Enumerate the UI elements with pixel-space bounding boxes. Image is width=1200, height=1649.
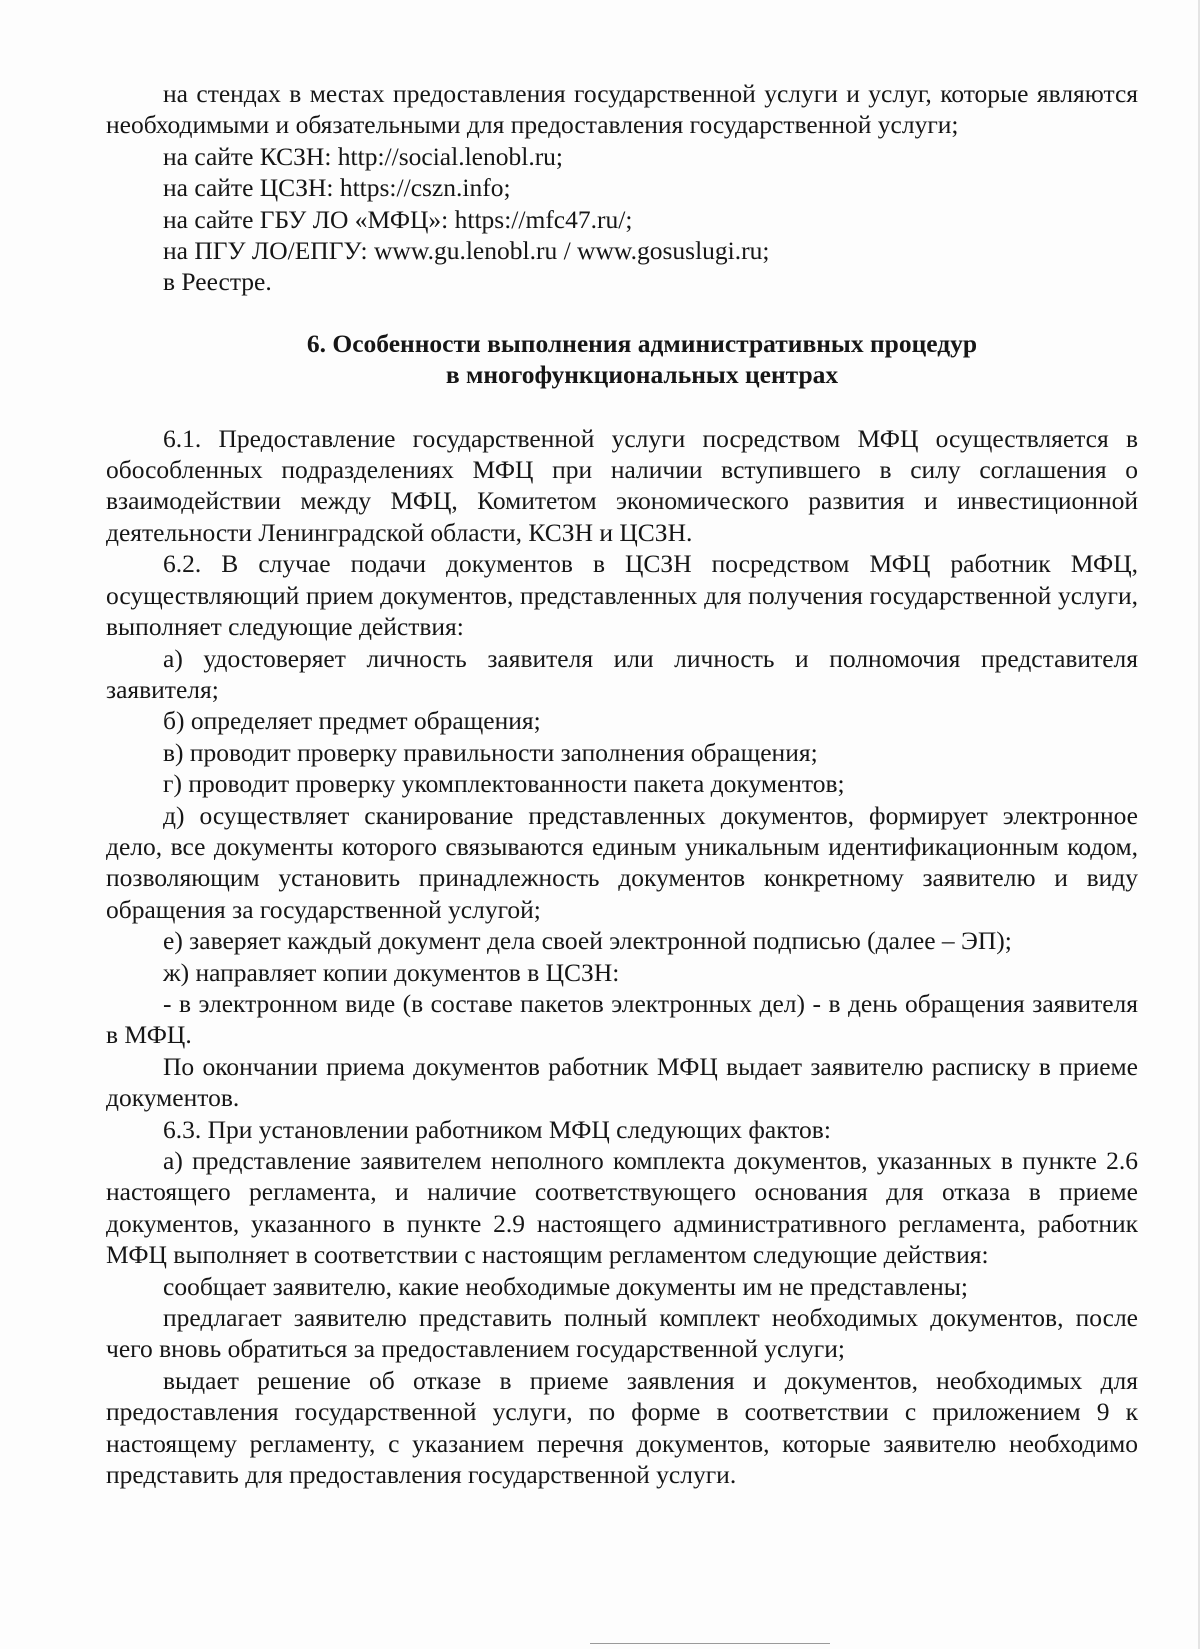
section-heading-line-1: 6. Особенности выполнения административных процедур [306,328,978,358]
site-cszn: на сайте ЦСЗН: https://cszn.info; [163,173,511,203]
site-registry: в Реестре. [163,267,272,297]
action-offer: предлагает заявителю представить полный комплект необходимых документов, после чего вновь обратиться за предоставлением государственной услуги; [106,1303,1138,1364]
list-item-zh: ж) направляет копии документов в ЦСЗН: [163,957,620,987]
list-item-b: б) определяет предмет обращения; [163,706,541,736]
list-item-e: е) заверяет каждый документ дела своей электронной подписью (далее – ЭП); [163,926,1012,956]
site-mfc: на сайте ГБУ ЛО «МФЦ»: https://mfc47.ru/; [163,204,633,234]
list-item-6-3-a: а) представление заявителем неполного комплекта документов, указанных в пункте 2.6 настоящего регламента, и наличие соответствующего основания для отказа в приеме документов, указанного в пункте 2.9 настоящего административного регламента, работник МФЦ выполняет в соответствии с настоящим регламентом следующие действия: [106,1146,1138,1270]
bottom-divider [590,1643,830,1644]
paragraph-receipt: По окончании приема документов работник МФЦ выдает заявителю расписку в приеме документов. [106,1051,1138,1113]
intro-paragraph: на стендах в местах предоставления государственной услуги и услуг, которые являются необходимыми и обязательными для предоставления государственной услуги; [106,79,1138,140]
spacer [106,298,1138,328]
paragraph-6-3: 6.3. При установлении работником МФЦ следующих фактов: [163,1114,831,1144]
list-item-electronic: - в электронном виде (в составе пакетов электронных дел) - в день обращения заявителя в МФЦ. [106,988,1138,1050]
action-refusal: выдает решение об отказе в приеме заявления и документов, необходимых для предоставления государственной услуги, по форме в соответствии с приложением 9 к настоящему регламенту, с указанием перечня документов, которые заявителю необходимо представить для предоставления государственной услуги. [106,1365,1138,1490]
list-item-a: а) удостоверяет личность заявителя или личность и полномочия представителя заявителя; [106,643,1138,704]
list-item-d: д) осуществляет сканирование представленных документов, формирует электронное дело, все документы которого связываются единым уникальным идентификационным кодом, позволяющим установить принадлежность документов конкретному заявителю и виду обращения за государственной услугой; [106,800,1138,924]
action-inform: сообщает заявителю, какие необходимые документы им не представлены; [163,1271,968,1301]
section-heading-line-2: в многофункциональных центрах [445,360,839,390]
paragraph-6-1: 6.1. Предоставление государственной услуги посредством МФЦ осуществляется в обособленных подразделениях МФЦ при наличии вступившего в силу соглашения о взаимодействии между МФЦ, Комитетом экономического развития и инвестиционной деятельности Ленинградской области, КСЗН и ЦСЗН. [106,423,1138,547]
site-pgu: на ПГУ ЛО/ЕПГУ: www.gu.lenobl.ru / www.gosuslugi.ru; [163,236,770,266]
list-item-v: в) проводит проверку правильности заполнения обращения; [163,737,818,767]
site-ksnz: на сайте КСЗН: http://social.lenobl.ru; [163,141,564,171]
document-body [106,78,1138,1490]
paragraph-6-2: 6.2. В случае подачи документов в ЦСЗН посредством МФЦ работник МФЦ, осуществляющий прием документов, представленных для получения государственной услуги, выполняет следующие действия: [106,549,1138,642]
spacer [106,391,1138,423]
list-item-g: г) проводит проверку укомплектованности пакета документов; [163,769,845,799]
